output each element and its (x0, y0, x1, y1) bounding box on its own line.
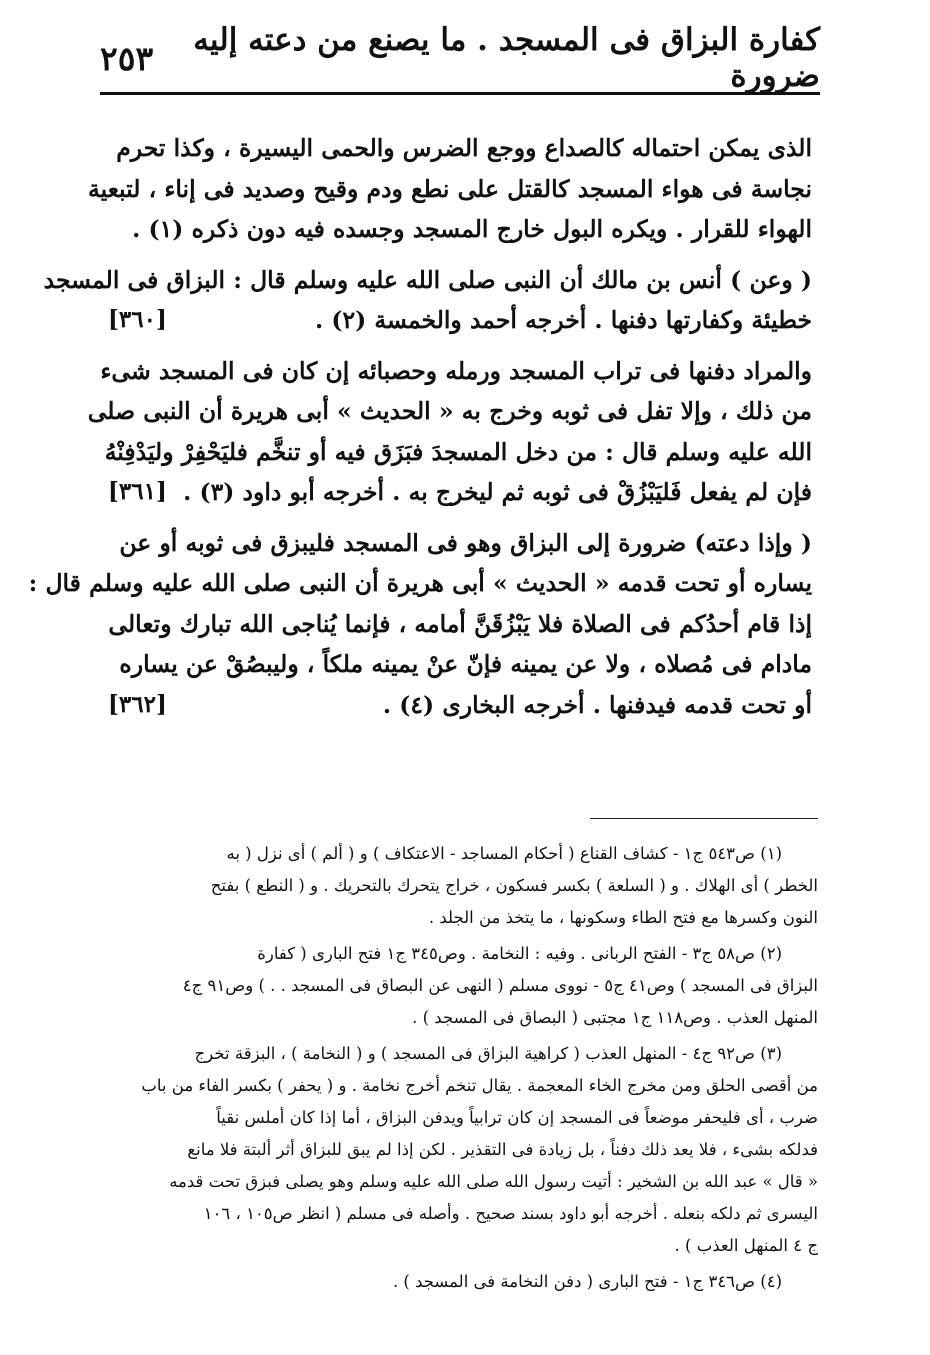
footnote-line: ج ٤ المنهل العذب ) . (674, 1236, 818, 1255)
footnote-line: « قال » عبد الله بن الشخير : أتيت رسول الله صلى الله عليه وسلم وهو يصلى فبزق تحت قدمه (169, 1172, 818, 1191)
footnote-line: (٤) ص٣٤٦ ج١ - فتح البارى ( دفن النخامة فى المسجد ) . (392, 1272, 782, 1291)
hadith-number: [٣٦١] (108, 478, 167, 505)
page-header (100, 22, 820, 94)
footnote-1 (102, 838, 818, 934)
footnote-line: البزاق فى المسجد ) وص٤١ ج٥ - نووى مسلم ( النهى عن البصاق فى المسجد . . ) وص٩١ ج٤ (182, 976, 818, 995)
footnote-rule (590, 818, 818, 819)
text-line: الهواء للقرار . ويكره البول خارج المسجد وجسده فيه دون ذكره (١) . (132, 215, 812, 243)
main-text (28, 128, 812, 735)
paragraph-3 (87, 351, 812, 513)
footnote-3 (102, 1038, 818, 1262)
footnote-line: فدلكه بشىء ، فلا يعد ذلك دفناً ، بل زيادة فى التقذير . لكن إذا لم يبق للبزاق أثر ألبتة فلا مانع (187, 1140, 818, 1159)
footnote-line: اليسرى ثم دلكه بنعله . أخرجه أبو داود بسند صحيح . وأصله فى مسلم ( انظر ص١٠٥ ، ١٠٦ (203, 1204, 818, 1223)
running-title: كفارة البزاق فى المسجد . ما يصنع من دعته إليه ضرورة (193, 22, 820, 94)
paragraph-1 (88, 128, 812, 250)
footnote-line: المنهل العذب . وص١١٨ ج١ مجتبى ( البصاق فى المسجد ) . (412, 1008, 818, 1027)
text-line: فإن لم يفعل فَليَبْزُقْ فى ثوبه ثم ليخرج به . أخرجه أبو داود (٣) . (183, 478, 812, 506)
text-line: إذا قام أحدُكم فى الصلاة فلا يَبْزُقَنَّ أمامه ، فإنما يُناجى الله تبارك وتعالى (108, 609, 812, 638)
text-line: الذى يمكن احتماله كالصداع ووجع الضرس والحمى اليسيرة ، وكذا تحرم (116, 134, 812, 162)
page-number: ٢٥٣ (100, 38, 154, 78)
paragraph-4 (28, 523, 812, 726)
footnote-line: (٢) ص٥٨ ج٣ - الفتح الربانى . وفيه : النخامة . وص٣٤٥ ج١ فتح البارى ( كفارة (257, 944, 782, 963)
footnote-line: من أقصى الحلق ومن مخرج الخاء المعجمة . يقال تنخم أخرج نخامة . و ( يحفر ) بكسر الفاء من باب (141, 1076, 818, 1095)
text-line: الله عليه وسلم قال : من دخل المسجدَ فبَزَق فيه أو تنخَّم فليَحْفِرْ وليَدْفِنْهُ (104, 437, 812, 466)
footnote-2 (102, 938, 818, 1034)
text-line: ( وإذا دعته) ضرورة إلى البزاق وهو فى المسجد فليبزق فى ثوبه أو عن (119, 528, 812, 557)
text-line: أو تحت قدمه فيدفنها . أخرجه البخارى (٤) . (382, 690, 812, 719)
text-line: نجاسة فى هواء المسجد كالقتل على نطع ودم وقيح وصديد فى إناء ، لتبعية (88, 174, 812, 203)
text-line: والمراد دفنها فى تراب المسجد ورمله وحصبائه إن كان فى المسجد شىء (100, 356, 812, 385)
text-line: ( وعن ) أنس بن مالك أن النبى صلى الله عليه وسلم قال : البزاق فى المسجد (43, 265, 812, 294)
text-line: مادام فى مُصلاه ، ولا عن يمينه فإنّ عنْ يمينه ملكاً ، وليبصُقْ عن يساره (119, 650, 812, 678)
header-rule (100, 92, 820, 95)
hadith-number: [٣٦٠] (108, 306, 167, 333)
hadith-number: [٣٦٢] (108, 690, 167, 718)
footnote-line: (١) ص٥٤٣ ج١ - كشاف القناع ( أحكام المساجد - الاعتكاف ) و ( ألم ) أى نزل ( به (226, 844, 782, 863)
footnotes (102, 838, 818, 1302)
footnote-line: النون وكسرها مع فتح الطاء وسكونها ، ما يتخذ من الجلد . (428, 908, 818, 927)
footnote-line: ضرب ، أى فليحفر موضعاً فى المسجد إن كان ترابياً ويدفن البزاق ، أما إذا كان أملس نقياً (216, 1108, 818, 1127)
footnote-4 (102, 1266, 818, 1298)
footnote-line: (٣) ص٩٢ ج٤ - المنهل العذب ( كراهية البزاق فى المسجد ) و ( النخامة ) ، البزقة تخرج (194, 1044, 782, 1063)
text-line: من ذلك ، وإلا تفل فى ثوبه وخرج به « الحديث » أبى هريرة أن النبى صلى (87, 397, 812, 425)
paragraph-2 (43, 260, 812, 341)
footnote-line: الخطر ) أى الهلاك . و ( السلعة ) بكسر فسكون ، خراج يتحرك بالتحريك . و ( النطع ) بفتح (210, 876, 818, 895)
text-line: يساره أو تحت قدمه « الحديث » أبى هريرة أن النبى صلى الله عليه وسلم قال : (28, 569, 812, 597)
text-line: خطيئة وكفارتها دفنها . أخرجه أحمد والخمسة (٢) . (315, 306, 812, 334)
